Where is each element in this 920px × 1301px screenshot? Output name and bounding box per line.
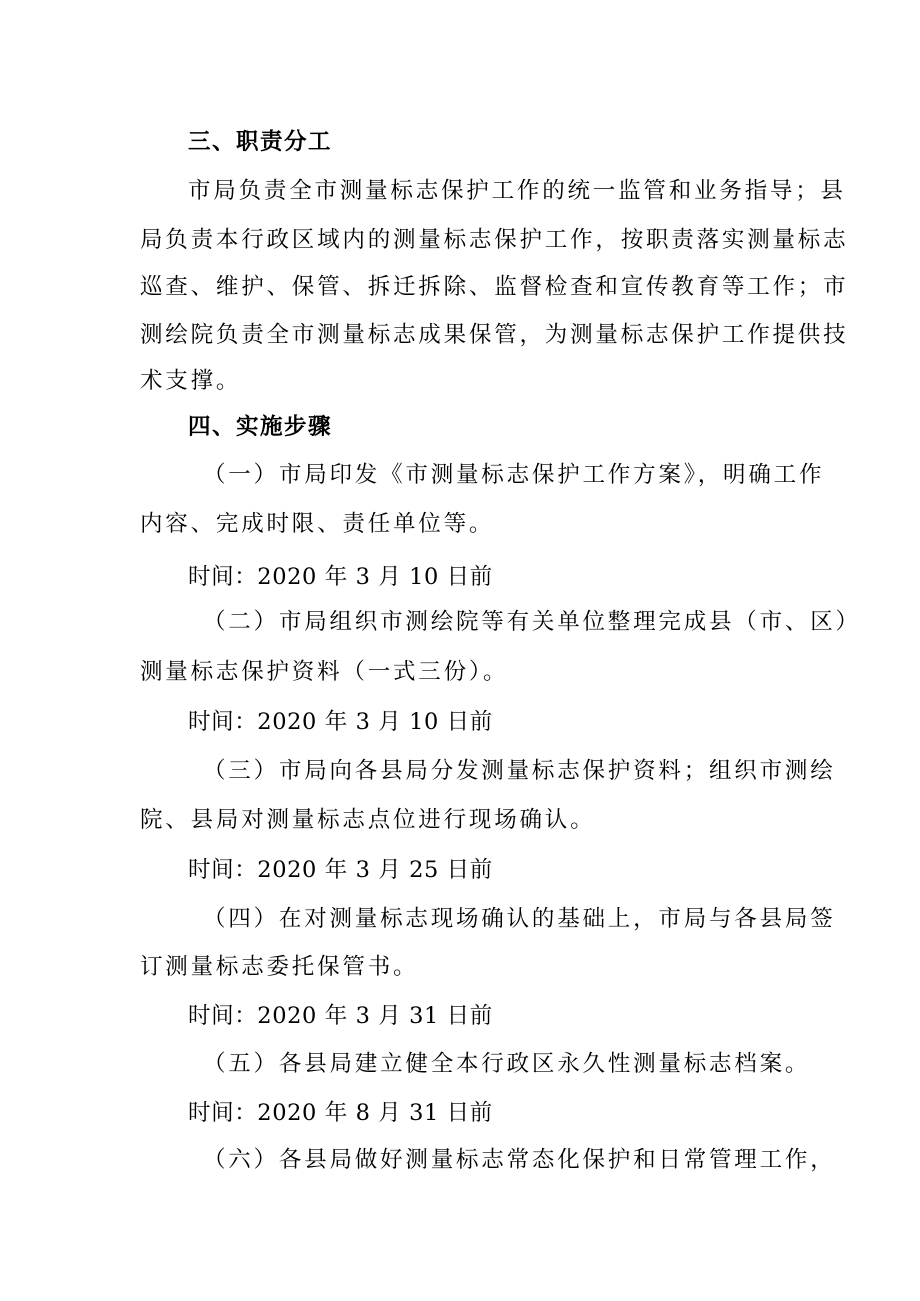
paragraph-line: 巡查、维护、保管、拆迁拆除、监督检查和宣传教育等工作；市 — [140, 274, 849, 300]
paragraph-line: 局负责本行政区域内的测量标志保护工作，按职责落实测量标志 — [140, 227, 849, 253]
step-line: 订测量标志委托保管书。 — [140, 954, 419, 980]
step-time: 时间：2020 年 3 月 25 日前 — [188, 857, 493, 883]
step-line: 测量标志保护资料（一式三份）。 — [140, 659, 509, 685]
step-line: 院、县局对测量标志点位进行现场确认。 — [140, 807, 596, 833]
step-line: （三）市局向各县局分发测量标志保护资料；组织市测绘 — [203, 758, 836, 784]
paragraph-line: 市局负责全市测量标志保护工作的统一监管和业务指导；县 — [188, 178, 846, 204]
step-line: （四）在对测量标志现场确认的基础上，市局与各县局签 — [203, 906, 836, 932]
step-line: 内容、完成时限、责任单位等。 — [140, 511, 495, 537]
step-line: （二）市局组织市测绘院等有关单位整理完成县（市、区） — [203, 609, 861, 635]
section-heading-responsibilities: 三、职责分工 — [188, 129, 333, 155]
step-time: 时间：2020 年 3 月 10 日前 — [188, 564, 493, 590]
section-heading-steps: 四、实施步骤 — [188, 414, 333, 440]
paragraph-line: 测绘院负责全市测量标志成果保管，为测量标志保护工作提供技 — [140, 322, 849, 348]
step-line: （六）各县局做好测量标志常态化保护和日常管理工作， — [203, 1147, 836, 1173]
step-time: 时间：2020 年 8 月 31 日前 — [188, 1100, 493, 1126]
step-time: 时间：2020 年 3 月 31 日前 — [188, 1003, 493, 1029]
paragraph-line: 术支撑。 — [140, 368, 242, 394]
step-time: 时间：2020 年 3 月 10 日前 — [188, 709, 493, 735]
step-line: （一）市局印发《市测量标志保护工作方案》，明确工作 — [203, 462, 825, 488]
step-line: （五）各县局建立健全本行政区永久性测量标志档案。 — [203, 1051, 811, 1077]
